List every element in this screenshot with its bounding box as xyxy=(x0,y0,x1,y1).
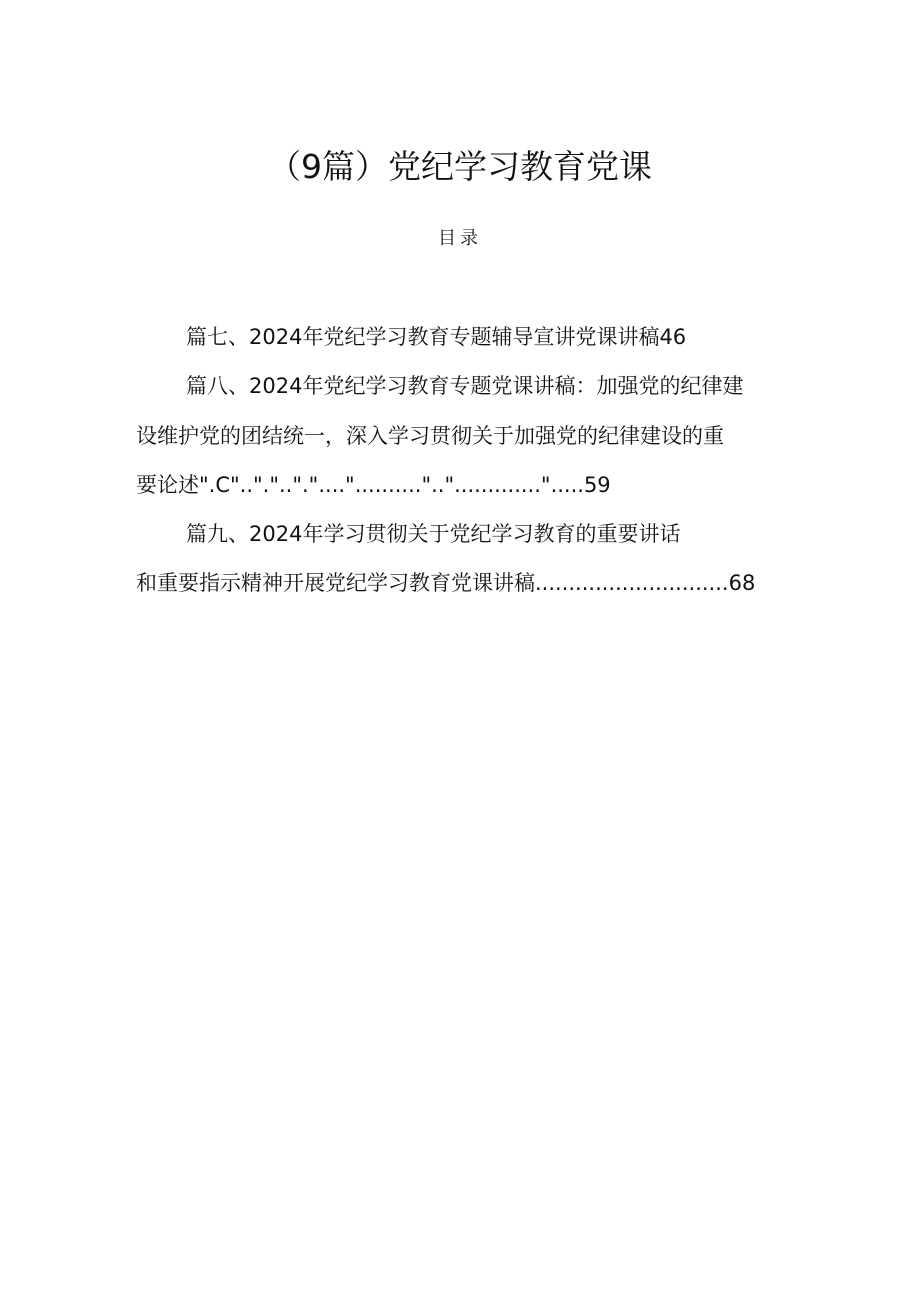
toc-heading: 目录 xyxy=(438,228,482,249)
toc-entry-8-line-2: 设维护党的团结统一，深入学习贯彻关于加强党的纪律建设的重 xyxy=(136,424,724,448)
toc-entry-9-line-2: 和重要指示精神开展党纪学习教育党课讲稿.............................68 xyxy=(136,571,756,595)
toc-entry-9-line-1: 篇九、2024年学习贯彻关于党纪学习教育的重要讲话 xyxy=(186,522,681,546)
toc-entry-8-line-3: 要论述".C"..".".."."....".........."..".............".....59 xyxy=(136,473,611,497)
document-title: （9篇）党纪学习教育党课 xyxy=(268,147,652,186)
toc-entry-7: 篇七、2024年党纪学习教育专题辅导宣讲党课讲稿46 xyxy=(186,325,687,349)
toc-entry-8-line-1: 篇八、2024年党纪学习教育专题党课讲稿：加强党的纪律建 xyxy=(186,374,744,398)
